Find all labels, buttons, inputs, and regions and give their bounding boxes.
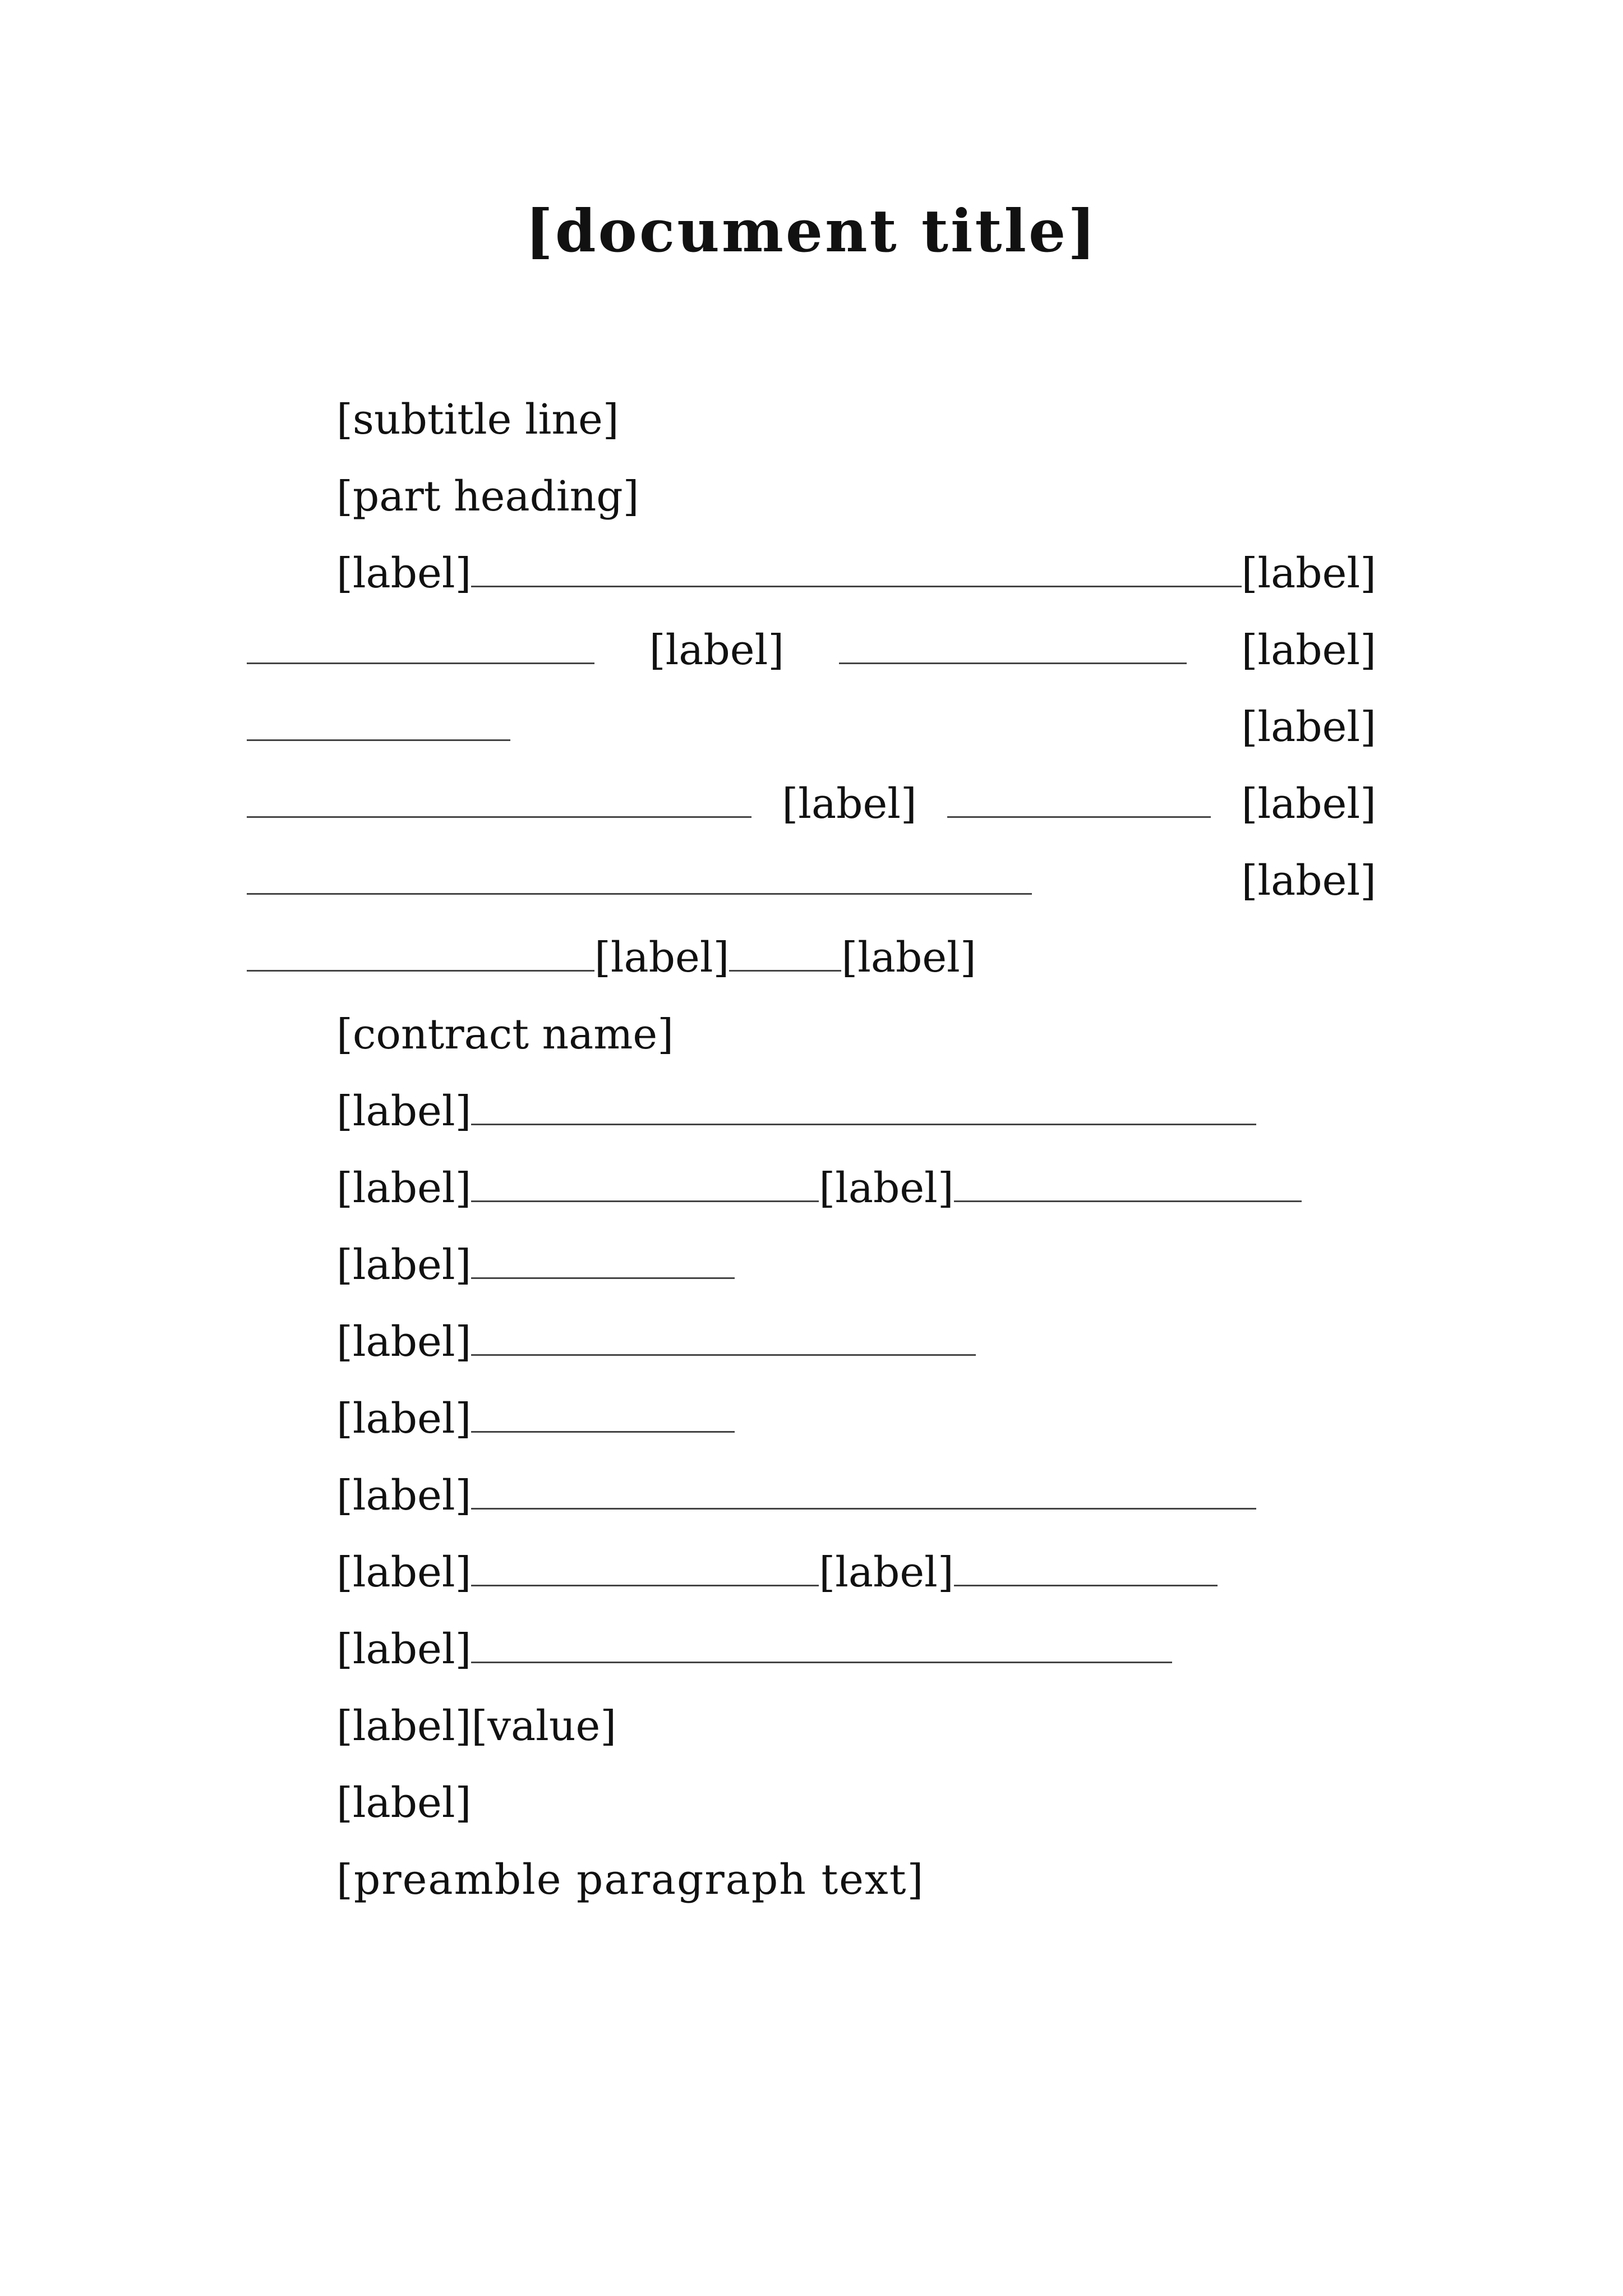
intro-postcode-row [247, 612, 1376, 689]
form-age-label: [label] [819, 1548, 954, 1596]
intro-postcode-field[interactable] [839, 619, 1187, 664]
form-sign-date-value: [value] [471, 1702, 617, 1750]
intro-postcode-label: [label] [649, 626, 785, 674]
intro-position-label: [label] [782, 780, 917, 828]
intro-phone-label: [label] [1241, 626, 1376, 674]
form-gender-field[interactable] [471, 1541, 819, 1586]
form-party-b-label: [label] [336, 1471, 472, 1520]
form-sign-date-label: [label] [336, 1702, 472, 1750]
preamble-paragraph: [preamble paragraph text] [336, 1856, 925, 1904]
form-age-field[interactable] [954, 1541, 1218, 1586]
intro-party-a-label: [label] [336, 549, 472, 597]
intro-position-field[interactable] [947, 772, 1211, 818]
form-address-label: [label] [336, 1164, 472, 1212]
intro-legal-rep-row [247, 689, 1376, 766]
intro-position-row [247, 766, 1376, 843]
form-postcode-field[interactable] [954, 1157, 1302, 1202]
form-sign-place-row [247, 1765, 1376, 1842]
form-phone-row [247, 1227, 1376, 1304]
intro-age-label: [label] [594, 933, 730, 982]
document-title: [document title] [525, 196, 1098, 265]
form-id-label: [label] [336, 1625, 472, 1673]
form-party-a-label: [label] [336, 1087, 472, 1135]
form-legal-rep-row [247, 1304, 1376, 1381]
intro-legal-rep-label: [label] [1241, 703, 1376, 751]
form-phone-label: [label] [336, 1241, 472, 1289]
form-postcode-label: [label] [819, 1164, 954, 1212]
intro-age-field[interactable] [729, 926, 841, 972]
intro-legal-rep-field[interactable] [247, 772, 751, 818]
form-party-a-row [247, 1073, 1376, 1150]
form-position-label: [label] [336, 1395, 472, 1443]
form-address-row [247, 1150, 1376, 1227]
intro-gender-row [247, 843, 1376, 919]
form-party-b-field[interactable] [471, 1464, 1256, 1510]
form-gender-label: [label] [336, 1548, 472, 1596]
form-phone-field[interactable] [471, 1234, 735, 1279]
form-position-field[interactable] [471, 1387, 735, 1433]
contract-name: [contract name] [336, 1010, 674, 1059]
form-legal-rep-label: [label] [336, 1318, 472, 1366]
form-id-field[interactable] [471, 1618, 1172, 1663]
form-address-field[interactable] [471, 1157, 819, 1202]
part-heading: [part heading] [336, 472, 639, 521]
intro-number-label: [label] [841, 933, 976, 982]
intro-address-field[interactable] [247, 619, 594, 664]
form-party-a-field[interactable] [471, 1080, 1256, 1125]
form-party-b-row [247, 1457, 1376, 1534]
intro-gender-field[interactable] [247, 926, 594, 972]
form-legal-rep-field[interactable] [471, 1310, 976, 1356]
form-sign-date-row [247, 1688, 1376, 1765]
intro-party-a-field[interactable] [471, 542, 1241, 587]
intro-party-b-field[interactable] [247, 849, 1032, 895]
form-gender-row [247, 1534, 1376, 1611]
intro-address-label: [label] [1241, 549, 1376, 597]
form-position-row [247, 1381, 1376, 1457]
form-id-row [247, 1611, 1376, 1688]
intro-phone-field[interactable] [247, 696, 510, 741]
intro-gender-label: [label] [1241, 857, 1376, 905]
document-subtitle: [subtitle line] [336, 395, 619, 444]
intro-age-row [247, 919, 1376, 996]
intro-party-a-row [247, 535, 1376, 612]
form-sign-place-label: [label] [336, 1779, 472, 1827]
intro-party-b-label: [label] [1241, 780, 1376, 828]
document-body [247, 381, 1376, 1918]
